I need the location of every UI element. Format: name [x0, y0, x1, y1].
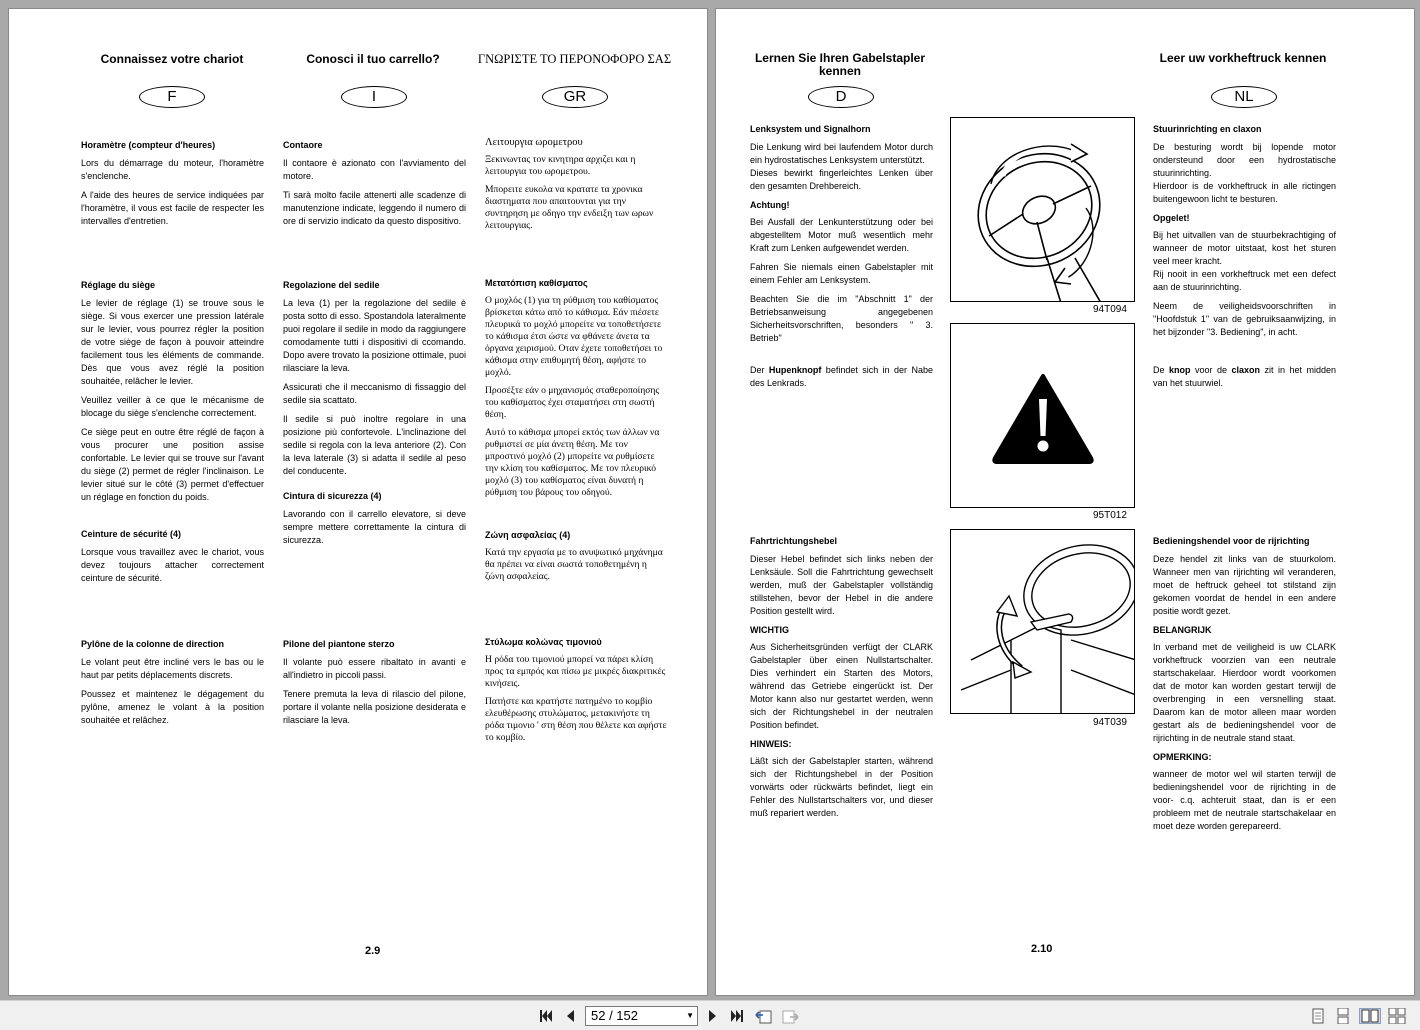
paragraph: wanneer de motor wel wil starten terwijl de bedieningshendel voor de rijrichting in de voor- c.q. achteruit staat, dan is er een probleem met de neutrale startschakelaar en moet deze worden gerepareerd. — [1153, 769, 1336, 831]
first-page-button[interactable] — [537, 1008, 555, 1024]
text-run: zit in het midden van het stuurwiel. — [1153, 365, 1336, 388]
column-title-fr: Connaissez votre chariot — [100, 52, 244, 66]
paragraph: Il sedile si può inoltre regolare in una posizione più confortevole. L'inclinazione del sedile si regola con la leva anteriore (2). Con la leva laterale (3) si adatta il sedile al peso del conducente. — [283, 414, 466, 476]
direction-lever-illustration — [951, 530, 1135, 714]
section-direction-lever-nl — [1153, 535, 1336, 839]
section-hour-meter-fr — [81, 139, 264, 234]
next-page-icon — [707, 1009, 719, 1023]
paragraph: Veuillez veiller à ce que le mécanisme de blocage du siège s'enclenche correctement. — [81, 395, 264, 418]
paragraph: Fahren Sie niemals einen Gabelstapler mit einem Fehler am Lenksystem. — [750, 262, 933, 285]
paragraph: Ce siège peut en outre être réglé de façon à vous procurer une position assise confortable. Le levier qui se trouve sur l'avant du siège (2) permet de régler l'inclinaison. Le levier situé sur le côté (3) permet d'effectuer un réglage en fonction du poids. — [81, 427, 264, 502]
column-title-it: Conosci il tuo carrello? — [306, 52, 440, 66]
language-badge-fr: F — [139, 86, 205, 108]
paragraph: Ο μοχλός (1) για τη ρύθμιση του καθίσματος βρίσκεται κάτω από το κάθισμα. Εάν πιέσετε πλευρικά το μοχλό μπορείτε να τοποθετήσετε το κάθισμα έτσι ώστε να φθάνετε άνετα τα όργανα χειρισμού. Οταν έχετε τοποθετήσει το κάθισμα στην επιθυμητή θέση, αφήστε το μοχλό. — [485, 295, 663, 378]
paragraph: Beachten Sie die im "Abschnitt 1" der Betriebsanweisung angegebenen Sicherheitsvorschriften, besonders " 3. Betrieb" — [750, 294, 933, 343]
paragraph: La leva (1) per la regolazione del sedile è posta sotto di esso. Spostandola lateralmente puoi regolare il sedile in modo da raggiungere comodamente tutti i dispositivi di ccomando. Dopo avere trovato la posizione ottimale, puoi rilasciare la leva. — [283, 298, 466, 373]
section-seat-gr — [485, 277, 668, 505]
section-heading: Fahrtrichtungshebel — [750, 536, 838, 546]
paragraph: Η ρόδα του τιμονιού μπορεί να πάρει κλίση προς τα εμπρός και πίσω με μικρές διακριτικές κινήσεις. — [485, 654, 666, 689]
section-heading: Regolazione del sedile — [283, 280, 380, 290]
section-horn-de — [750, 364, 933, 396]
figure-caption: 94T094 — [1093, 304, 1127, 315]
paragraph: In verband met de veiligheid is uw CLARK vorkheftruck voorzien van een neutrale startschakelaar. Hierdoor wordt voorkomen dat de motor kan worden gestart terwijl de overbrenging in een versnelling staat. Daarom kan de motor alleen maar worden gestart als de bedieningshendel voor de rijrichting in de neutrale stand staat. — [1153, 642, 1336, 743]
section-heading: Ceinture de sécurité (4) — [81, 529, 182, 539]
previous-page-icon — [564, 1009, 576, 1023]
section-pylon-fr — [81, 638, 264, 733]
continuous-page-icon — [1336, 1008, 1350, 1024]
column-title-gr: ΓΝΩΡΙΣΤΕ ΤΟ ΠΕΡΟΝΟΦΟΡΟ ΣΑΣ — [477, 52, 672, 66]
paragraph: Dieses bewirkt fingerleichtes Lenken über den gesamten Drehbereich. — [750, 168, 933, 191]
previous-page-button[interactable] — [561, 1008, 579, 1024]
paragraph: De besturing wordt bij lopende motor ondersteund door een hydrostatische stuurinrichting. — [1153, 142, 1336, 178]
section-belt-it — [283, 490, 466, 553]
forward-view-icon — [781, 1008, 799, 1024]
section-heading: Λειτουργια ωρομετρου — [485, 137, 583, 148]
text-run: De — [1153, 365, 1169, 375]
paragraph: Le volant peut être incliné vers le bas ou le haut par petits déplacements discrets. — [81, 657, 264, 680]
facing-continuous-icon — [1388, 1008, 1406, 1024]
section-seat-fr — [81, 279, 264, 510]
section-hour-meter-it — [283, 139, 466, 234]
viewer-toolbar — [0, 1000, 1420, 1030]
go-forward-view-button[interactable] — [781, 1008, 799, 1024]
language-badge-it: I — [341, 86, 407, 108]
last-page-button[interactable] — [728, 1008, 746, 1024]
facing-pages-view-button[interactable] — [1359, 1008, 1381, 1024]
warning-triangle-icon — [951, 324, 1135, 508]
section-heading: Pylône de la colonne de direction — [81, 639, 225, 649]
facing-continuous-view-button[interactable] — [1386, 1008, 1408, 1024]
paragraph: Ti sarà molto facile attenerti alle scadenze di manutenzione indicate, leggendo il numero di ore di servizio indicato da questo dispositivo. — [283, 190, 466, 226]
subheading: OPMERKING: — [1153, 752, 1212, 762]
language-badge-nl: NL — [1211, 86, 1277, 108]
steering-wheel-illustration — [951, 118, 1135, 302]
text-run: Der — [750, 365, 769, 375]
text-run-bold: Hupenknopf — [768, 365, 822, 375]
subheading: BELANGRIJK — [1153, 625, 1212, 635]
text-run-bold: claxon — [1231, 365, 1260, 375]
paragraph: Dieser Hebel befindet sich links neben der Lenksäule. Soll die Fahrtrichtung gewechselt werden, muß der Gabelstapler vollständig stillstehen, bevor der Hebel in die andere Position gestellt wird. — [750, 554, 933, 616]
text-run: voor de — [1190, 365, 1232, 375]
paragraph: Rij nooit in een vorkheftruck met een defect aan de stuurinrichting. — [1153, 269, 1336, 292]
language-badge-de: D — [808, 86, 874, 108]
section-heading: Horamètre (compteur d'heures) — [81, 140, 216, 150]
figure-direction-lever — [950, 529, 1135, 714]
section-belt-fr — [81, 528, 264, 591]
section-direction-lever-de — [750, 535, 933, 826]
page-number-input[interactable] — [585, 1006, 698, 1026]
paragraph: Προσέξτε εάν ο μηχανισμός σταθεροποίησης του καθίσματος έχει σταματήσει στη σωστή θέση. — [485, 385, 660, 420]
figure-caption: 94T039 — [1093, 717, 1127, 728]
subheading: Achtung! — [750, 200, 790, 210]
section-heading: Στύλωμα κολώνας τιμονιού — [485, 637, 602, 647]
figure-steering-wheel — [950, 117, 1135, 302]
paragraph: A l'aide des heures de service indiquées par l'horamètre, il vous est facile de respecter les intervalles d'entretien. — [81, 190, 264, 226]
section-hour-meter-gr — [485, 136, 668, 238]
figure-warning — [950, 323, 1135, 508]
last-page-icon — [729, 1009, 745, 1023]
section-heading: Réglage du siège — [81, 280, 156, 290]
left-page — [8, 8, 708, 996]
page-number: 2.10 — [1031, 943, 1053, 955]
paragraph: Deze hendel zit links van de stuurkolom. Wanneer men van rijrichting wil veranderen, moet de heftruck geheel tot stilstand zijn gekomen voordat de hendel in een andere positie wordt gezet. — [1153, 554, 1336, 616]
paragraph: Lorsque vous travaillez avec le chariot, vous devez toujours attacher correctement ceinture de sécurité. — [81, 547, 264, 583]
section-seat-it — [283, 279, 466, 484]
language-badge-gr: GR — [542, 86, 608, 108]
paragraph: Tenere premuta la leva di rilascio del pilone, portare il volante nella posizione desiderata e rilasciare la leva. — [283, 689, 466, 725]
paragraph: Assicurati che il meccanismo di fissaggio del sedile sia scattato. — [283, 382, 466, 405]
single-page-view-button[interactable] — [1309, 1008, 1327, 1024]
paragraph — [750, 364, 933, 390]
right-page — [715, 8, 1415, 996]
paragraph — [1153, 364, 1336, 390]
section-horn-nl — [1153, 364, 1336, 396]
paragraph: Aus Sicherheitsgründen verfügt der CLARK Gabelstapler über einen Nullstartschalter. Dies verhindert ein Starten des Motors, während das Getriebe eingerückt ist. Der Motor kann also nur gestartet werden, wenn sich der Richtungshebel in der neutralen Position befindet. — [750, 642, 933, 730]
page-number: 2.9 — [365, 945, 381, 957]
text-run-bold: knop — [1169, 365, 1191, 375]
paragraph: Αυτό το κάθισμα μπορεί εκτός των άλλων να ρυθμιστεί σε μία άνετη θέση. Με τον μπροστινό μοχλό (2) μπορείτε να ρυθμίσετε την κλίση του καθίσματος. Με τον πλευρικό μοχλό (3) του καθίσματος είναι δυνατή η ρύθμιση του βάρους του οδηγού. — [485, 427, 660, 498]
paragraph: Lors du démarrage du moteur, l'horamètre s'enclenche. — [81, 158, 264, 181]
section-heading: Contaore — [283, 140, 323, 150]
section-heading: Pilone del piantone sterzo — [283, 639, 395, 649]
paragraph: Poussez et maintenez le dégagement du pylône, amenez le volant à la position souhaitée et relâchez. — [81, 689, 264, 725]
page-number-value: 52 / 152 — [591, 1008, 638, 1023]
paragraph: Bei Ausfall der Lenkunterstützung oder bei abgestelltem Motor muß wesentlich mehr Kraft zum Lenken aufgewendet werden. — [750, 217, 933, 253]
paragraph: Ξεκινωντας τον κινητηρα αρχιζει και η λειτουργια του ωρομετρου. — [485, 154, 636, 177]
section-steering-de — [750, 123, 933, 351]
paragraph: Κατά την εργασία με το ανυψωτικό μηχάνημα θα πρέπει να είναι σωστά τοποθετημένη η ζώνη ασφαλείας. — [485, 547, 663, 582]
paragraph: Lavorando con il carrello elevatore, si deve sempre mettere correttamente la cintura di sicurezza. — [283, 509, 466, 545]
section-steering-nl — [1153, 123, 1336, 345]
continuous-view-button[interactable] — [1334, 1008, 1352, 1024]
paragraph: Neem de veiligheidsvoorschriften in "Hoofdstuk 1" van de gebruiksaanwijzing, in het bijzonder "3. Bediening", in acht. — [1153, 301, 1336, 337]
paragraph: Il volante può essere ribaltato in avanti e all'indietro in piccoli passi. — [283, 657, 466, 680]
text-run: befindet sich in der Nabe des Lenkrads. — [750, 365, 933, 388]
first-page-icon — [538, 1009, 554, 1023]
column-title-nl: Leer uw vorkheftruck kennen — [1159, 51, 1327, 65]
paragraph: Le levier de réglage (1) se trouve sous le siège. Si vous exercer une pression latérale sur le levier, vous pourrez régler la position de votre siège de façon à pouvoir atteindre facilement tous les éléments de commande. Dès que vous avez réglé la position souhaitée, relâcher le levier. — [81, 298, 264, 386]
subheading: WICHTIG — [750, 625, 789, 635]
section-heading: Μετατόπιση καθίσματος — [485, 278, 588, 288]
paragraph: Il contaore è azionato con l'avviamento del motore. — [283, 158, 466, 181]
column-title-de: Lernen Sie Ihren Gabelstapler kennen — [754, 51, 926, 78]
section-heading: Stuurinrichting en claxon — [1153, 124, 1262, 134]
chevron-down-icon[interactable]: ▼ — [686, 1011, 694, 1020]
section-heading: Ζώνη ασφαλείας (4) — [485, 530, 571, 540]
section-pylon-gr — [485, 636, 668, 750]
paragraph: Läßt sich der Gabelstapler starten, während sich der Richtungshebel in der Position vorwärts oder rückwärts befindet, liegt ein Fehler des Nullstartschalters vor, und dieser muß repariert werden. — [750, 756, 933, 818]
paragraph: Die Lenkung wird bei laufendem Motor durch ein hydrostatisches Lenksystem unterstützt. — [750, 142, 933, 165]
section-belt-gr — [485, 529, 668, 589]
section-heading: Cintura di sicurezza (4) — [283, 491, 382, 501]
facing-pages-icon — [1361, 1009, 1379, 1023]
figure-caption: 95T012 — [1093, 510, 1127, 521]
paragraph: Bij het uitvallen van de stuurbekrachtiging of wanneer de motor uitstaat, kost het sturen veel meer kracht. — [1153, 230, 1336, 266]
next-page-button[interactable] — [704, 1008, 722, 1024]
paragraph: Πατήστε και κρατήστε πατημένο το κομβίο ελευθέρωσης στυλώματος, μετακινήστε τη ρόδα τιμονιο ' στη θέση που θέλετε και αφήστε το κομβίο. — [485, 696, 667, 743]
subheading: HINWEIS: — [750, 739, 792, 749]
section-heading: Bedieningshendel voor de rijrichting — [1153, 536, 1310, 546]
single-page-icon — [1311, 1008, 1325, 1024]
paragraph: Hierdoor is de vorkheftruck in alle rictingen buitengewoon licht te besturen. — [1153, 181, 1336, 204]
subheading: Opgelet! — [1153, 213, 1190, 223]
paragraph: Μπορειτε ευκολα να κρατατε τα χρονικα διαστηματα που απαιτουνται για την συντηρηση με οδηγο την ενδειξη των ωρων λειτουργιας. — [485, 184, 654, 231]
back-view-icon — [755, 1008, 773, 1024]
section-pylon-it — [283, 638, 466, 733]
section-heading: Lenksystem und Signalhorn — [750, 124, 871, 134]
go-back-view-button[interactable] — [755, 1008, 773, 1024]
